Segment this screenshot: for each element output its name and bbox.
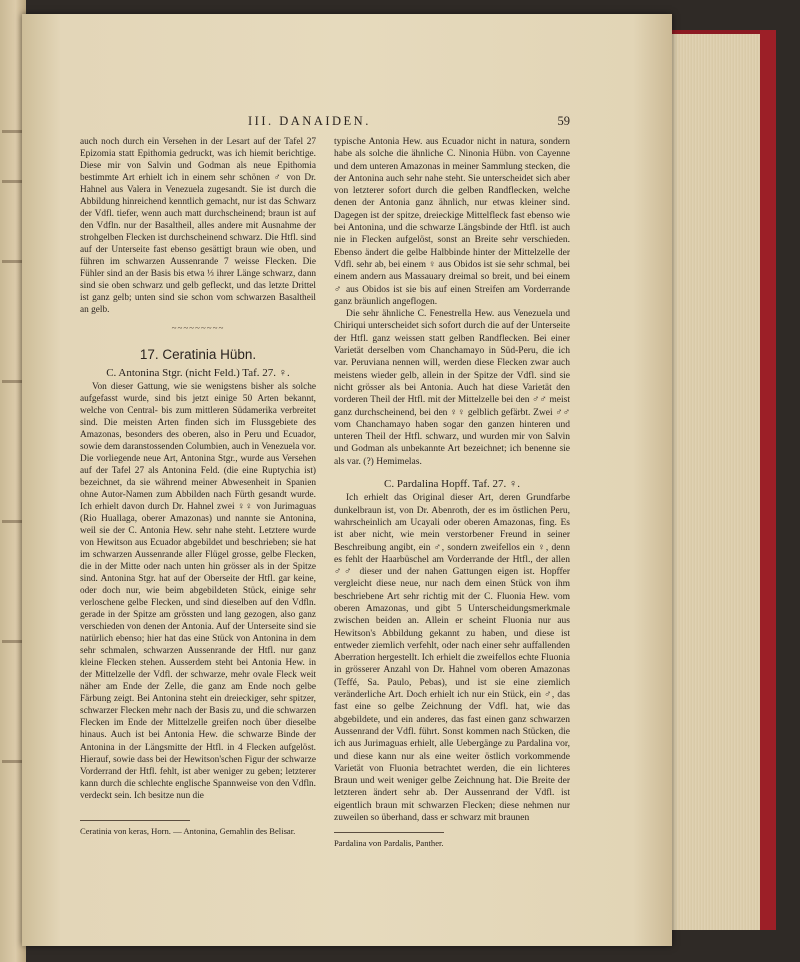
paragraph: Von dieser Gattung, wie sie wenigstens bisher als solche aufgefasst wurde, sind bis jetzt einige 50 Arten bekannt, welche von Central- bis zum mittleren Südamerika verbreitet sind. Die meisten Arten finden sich im Flussgebiete des Amazonas, besonders des oberen, also in Peru und Ecuador, sowie dem daranstossenden Columbien, auch in Venezuela vor. Die vorliegende neue Art, Antonina Stgr., wurde aus Versehen auf der Tafel 27 als Antonina Feld. (die eine Ruptychia ist) bezeichnet, da sie während meiner Abwesenheit in Spanien ohne Autor-Namen zum Abbilden nach Fürth gesandt wurde. Ich erhielt davon durch Dr. Hahnel zwei ♀♀ von Jurimaguas (Rio Huallaga, oberer Amazonas) und nannte sie Antonina, weil sie der C. Antonia Hew. sehr nahe steht. Letztere wurde von Hewitson aus Ecuador abgebildet und beschrieben; sie hat im schwarzen Aussenrande aller Flügel grosse, gelbe Flecken, die in der Mitte oder nach unten hin grösser als in der Spitze sind. Antonina Stgr. hat auf der Oberseite der Htfl. gar keine, oder doch nur, wie beim abgebildeten Stück, einige sehr verloschene gelbe Flecken, und sind dieselben auf den Vdfln. gerade in der Spitze am grössten und lang gezogen, also ganz verschieden von denen der Antonia. Auf der Unterseite sind sie natürlich ebenso; hier hat das eine Stück von Antonina in dem sehr schmalen, schwarzen Aussenrande der Htfl. nur ganz kleine Flecken stehen. Ausserdem steht bei Antonia Hew. in der Mittelzelle der Vdfl. der schwarze, mehr ovale Fleck weit näher am Ende der Zelle, die ganz am Ende noch gelbe Färbung zeigt. Bei Antonina steht ein dreieckiger, sehr spitzer, schwarzer Flecken mehr nach der Basis zu, und die schwarzen Flecken im Ende der Mittelzelle greifen noch über dieselbe hinaus. Auch ist bei Antonia Hew. die schwarze Binde der Antonina in der Längsmitte der Htfl. in 4 Flecken aufgelöst. Hierauf, sowie dass bei der Hewitson'schen Figur der schwarze Vorderrand der Htfl. fehlt, ist aber weniger zu geben; letzterer kann durch die schlechte englische Spannweise von den Vdfln. verdeckt sein. Ich besitze nun die: [80, 381, 316, 801]
running-header: [60, 114, 570, 130]
book-cover-spine: [760, 30, 776, 930]
paragraph: typische Antonia Hew. aus Ecuador nicht in natura, sondern habe als solche die ähnliche C. Ninonia Hübn. von Cayenne und dem unteren Amazonas in meiner Sammlung stecken, die der Antonina auch sehr nahe steht. Sie unterscheidet sich aber von letzterer sofort durch die gelben Randflecken, welche denen der Antonia ganz ähnlich, nur etwas kleiner sind. Dagegen ist der spitze, dreieckige Mittelfleck fast ebenso wie bei Antonina, und die schwarze Längsbinde der Htfl. ist auch nie in Flecken aufgelöst, sonst an Breite sehr verschieden. Ebenso ändert die gelbe Halbbinde hinter der Mittelzelle der Vdfl. sehr ab, bei einem ♀ aus Obidos ist sie sehr schmal, bei einem andern aus Massauary dreimal so breit, und bei einem ♂ aus Obidos ist sie bis auf einen Streifen am Vorderrande ganz bräunlich angeflogen.: [334, 137, 570, 307]
facing-page-text-line: [2, 760, 22, 763]
section-divider: ~~~~~~~~~: [171, 323, 225, 334]
species-heading: C. Antonina Stgr. (nicht Feld.) Taf. 27. ♀.: [106, 366, 290, 379]
right-column: [334, 136, 570, 824]
running-title: III. DANAIDEN.: [248, 114, 371, 128]
facing-page-text-line: [2, 260, 22, 263]
species-heading: C. Pardalina Hopff. Taf. 27. ♀.: [384, 478, 520, 491]
footnote: Pardalina von Pardalis, Panther.: [334, 838, 444, 848]
paragraph: auch noch durch ein Versehen in der Lesart auf der Tafel 27 Epizomia statt Epithomia gedruckt, was ich hiemit berichtige. Diese mir von Salvin und Godman als neue Epithomia bestimmte Art erhielt ich in einem sehr schönen ♂ von Dr. Hahnel aus Valera in Venezuela zugesandt. Sie ist durch die Abbildung hinreichend kenntlich gemacht, nur ist das Schwarz der Vdfl. tiefer, wenn auch matt durchscheinend; braun ist auf den Vdfln. nur der Basaltheil, alles andere mit Ausnahme der strohgelben Flecken ist durchscheinend schwarz. Die Htfl. sind auf der Unterseite fast ebenso gesättigt braun wie oben, und führen im schwarzen Aussenrande 7 weisse Flecken. Die Fühler sind an der Basis bis etwa ⅓ ihrer Länge schwarz, dann sind sie oben schwarz und gelb gefleckt, und das letzte Drittel ist ganz gelb; unten sind sie schon vom schwarzen Basaltheil an gelb.: [80, 137, 316, 316]
facing-page-text-line: [2, 180, 22, 183]
book-page-edges: [668, 34, 770, 930]
section-heading: 17. Ceratinia Hübn.: [139, 346, 257, 362]
facing-page-text-line: [2, 520, 22, 523]
footnote-rule: [334, 832, 444, 833]
paragraph: Die sehr ähnliche C. Fenestrella Hew. aus Venezuela und Chiriqui unterscheidet sich sofort durch die auf der Unterseite der Htfl. ganz weissen statt gelben Randflecken. Bei einer Varietät derselben vom Chanchamayo in Süd-Peru, die ich var. Peruviana nennen will, werden diese Flecken zwar auch meistens wieder gelb, allein in der Spitze der Vdfl. sind sie nicht grösser als bei Antonia. Auch hat diese Varietät den vorderen Theil der Htfl. mit der Mittelzelle bei den ♂♂ meist ganz durchscheinend, bei den ♀♀ gelblich gefärbt. Zwei ♂♂ vom Chanchamayo haben sogar den ganzen hinteren und unteren Theil der Htfl. schwarz, und wurden mir von Salvin und Godman als unbekannte Art bezeichnet; ich benenne sie als var. (?) Hemimelas.: [334, 309, 570, 467]
page-number: 59: [557, 114, 570, 128]
footnote: Ceratinia von keras, Horn. — Antonina, Gemahlin des Belisar.: [80, 826, 296, 836]
facing-page-text-line: [2, 640, 22, 643]
left-column: [80, 136, 316, 802]
footnote-rule: [80, 820, 190, 821]
facing-page-text-line: [2, 380, 22, 383]
paragraph: Ich erhielt das Original dieser Art, deren Grundfarbe dunkelbraun ist, von Dr. Abenroth, der es im östlichen Peru, wahrscheinlich am Ucayali oder oberen Amazonas, fing. Es ist aber nicht, wie mein verstorbener Freund in seiner Beschreibung angibt, ein ♂, sondern zweifellos ein ♀, denn es fehlt der Haarbüschel am Vorderrande der Htfl., der allen ♂♂ dieser und der nahen Gattungen eigen ist. Hopffer vergleicht diese neue, nur nach dem einen Stück von ihm beschriebene Art sehr richtig mit der C. Fluonia Hew. vom oberen Amazonas, und gibt 5 Unterscheidungsmerkmale zwischen beiden an. Allein er scheint Fluonia nur aus Hewitson's Abbildung gekannt zu haben, und diese ist entweder ziemlich verfehlt, oder nach einer sehr auffallenden Aberration hergestellt. Ich erhielt die zweifellos echte Fluonia in grösserer Anzahl von Dr. Hahnel vom oberen Amazonas (Teffé, Sa. Paulo, Pebas), und ist sie eine ziemlich veränderliche Art. Doch erhielt ich nur ein Stück, ein ♂, das fast eine so gelbe Zeichnung der Vdfl. hat, wie das abgebildete, und ein anderes, das fast einen ganz schwarzen Aussenrand der Vdfl. führt. Sonst kommen nach Stücken, die ich aus Jurimaguas erhielt, alle Uebergänge zu Pardalina vor, und diese kann nur als eine weiter östlich vorkommende Varietät von Fluonia betrachtet werden, die ein lichteres Braun und weit weniger gelbe Zeichnung hat. Die Breite der letzteren ändert sehr ab. Der Aussenrand der Vdfl. ist eigentlich braun mit schwarzen Flecken; diese nehmen nur zuweilen so überhand, dass er schwarz mit braunen: [334, 493, 570, 824]
facing-page-text-line: [2, 130, 22, 133]
